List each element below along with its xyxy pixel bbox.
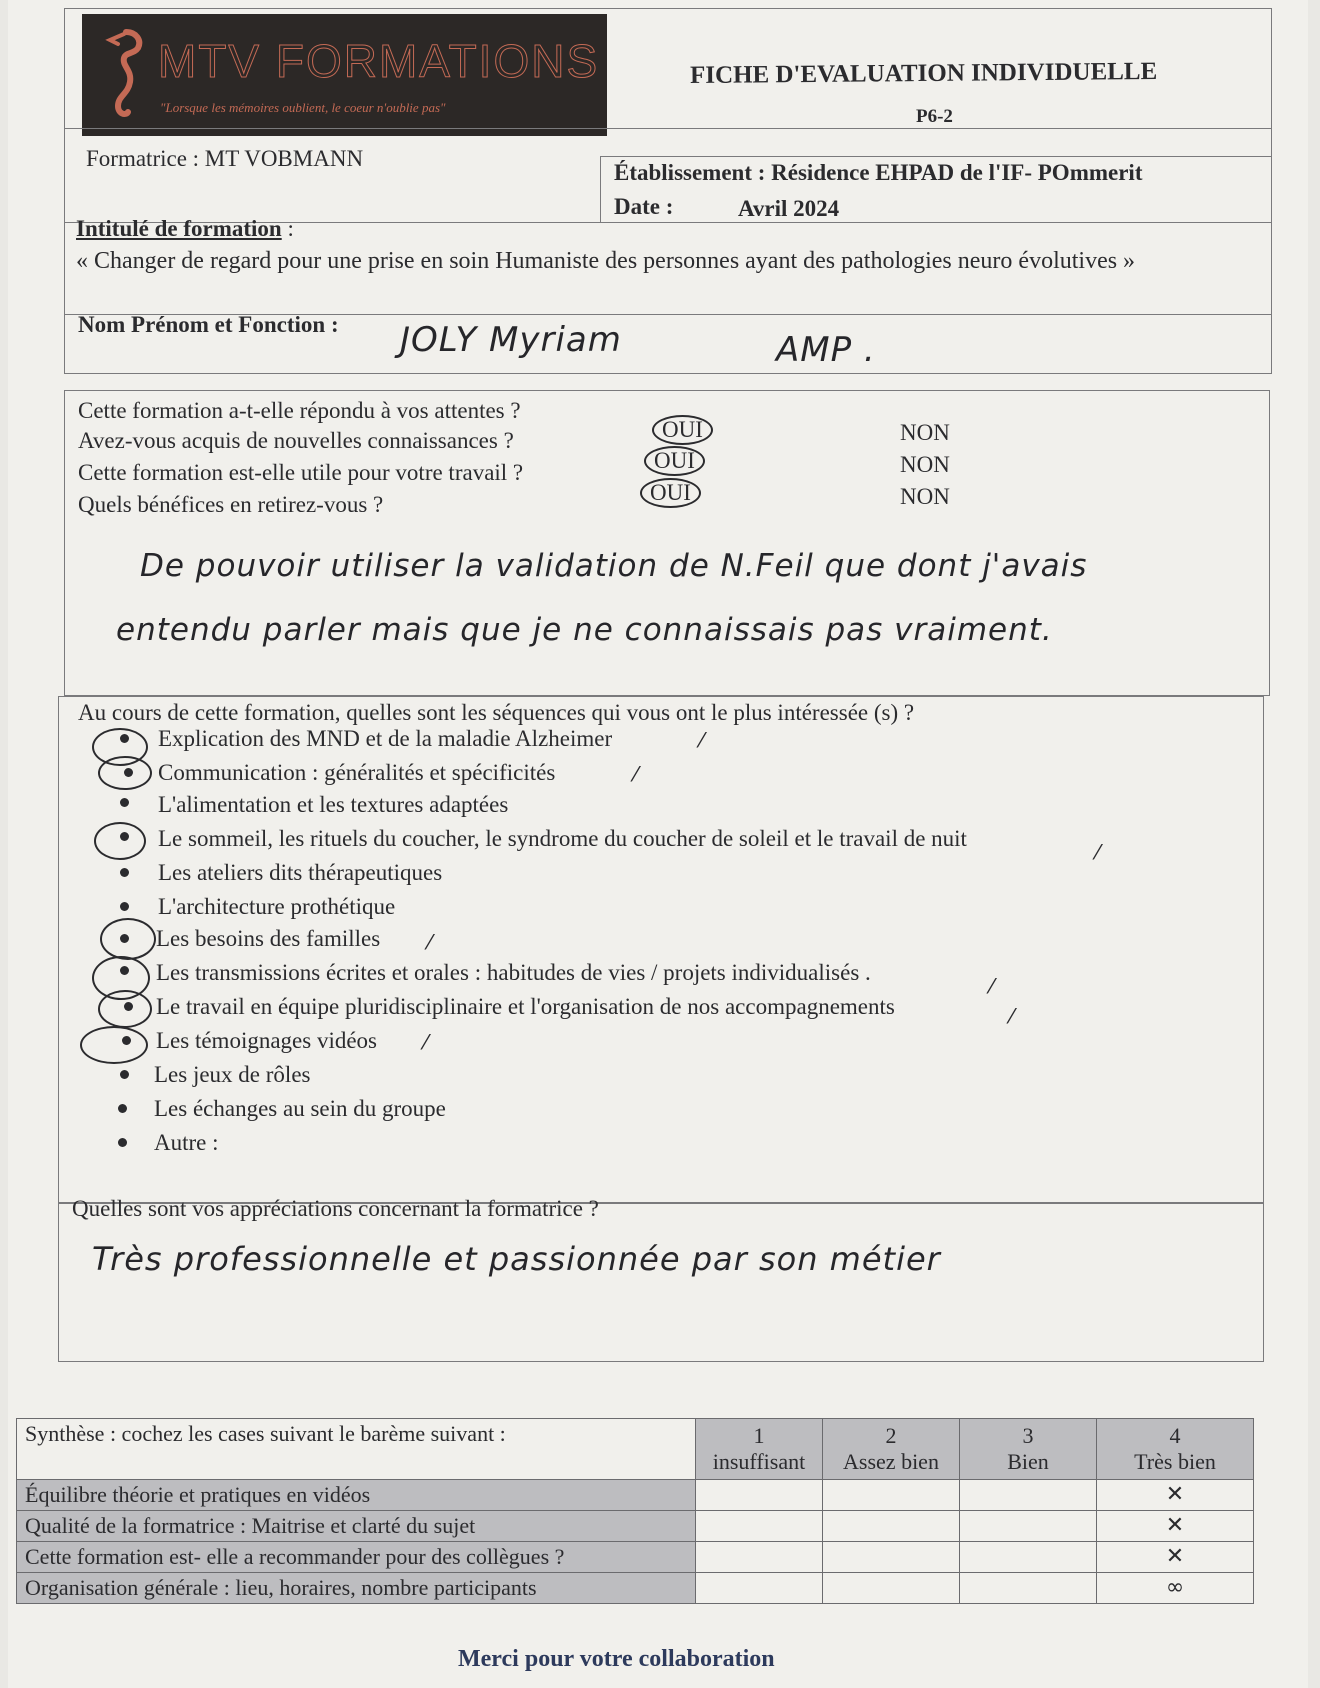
rating-cell[interactable] [696,1542,823,1573]
thanks-footer: Merci pour votre collaboration [458,1646,775,1672]
trainer-feedback-answer: Très professionnelle et passionnée par son métier [92,1240,941,1278]
date-label: Date : [614,194,674,219]
person-name: JOLY Myriam [400,320,622,360]
rating-cell[interactable] [823,1573,960,1604]
synthesis-header: Synthèse : cochez les cases suivant le barème suivant : [17,1419,696,1480]
rating-cell[interactable] [960,1511,1097,1542]
rating-cell[interactable] [960,1573,1097,1604]
answer-no[interactable]: NON [900,420,950,445]
scale-col-4: 4 Très bien [1097,1419,1254,1480]
selection-ring [80,1026,148,1064]
list-bullet [122,1036,131,1045]
benefits-answer-line1: De pouvoir utiliser la validation de N.Feil que dont j'avais [140,548,1088,584]
check-mark-icon: ⁄ [990,974,994,998]
criterion-label: Qualité de la formatrice : Maitrise et clarté du sujet [17,1511,696,1542]
form-code: P6-2 [916,106,953,127]
rating-cell[interactable] [823,1480,960,1511]
scale-col-3: 3 Bien [960,1419,1097,1480]
logo-title: MTV FORMATIONS [158,35,600,87]
criterion-label: Organisation générale : lieu, horaires, nombre participants [17,1573,696,1604]
table-header-row [17,1419,1254,1480]
divider [64,128,1272,129]
vertical-divider [600,156,601,222]
answer-no[interactable]: NON [900,484,950,509]
benefits-question: Quels bénéfices en retirez-vous ? [78,492,384,517]
rating-cell-checked[interactable]: ✕ [1097,1480,1254,1511]
trainer-name: Formatrice : MT VOBMANN [86,146,364,171]
list-bullet [120,966,129,975]
selection-ring [94,822,146,860]
mtv-logo [82,14,607,136]
sequences-question: Au cours de cette formation, quelles sont les séquences qui vous ont le plus intéressée (s) ? [78,700,915,725]
sequence-item[interactable]: Les échanges au sein du groupe [154,1096,446,1121]
table-row [17,1511,1254,1542]
rating-cell-checked[interactable]: ∞ [1097,1573,1254,1604]
rating-cell[interactable] [960,1542,1097,1573]
rating-cell[interactable] [823,1511,960,1542]
sequence-item[interactable]: Les ateliers dits thérapeutiques [158,860,443,885]
criterion-label: Cette formation est- elle a recommander pour des collègues ? [17,1542,696,1573]
question-usefulness: Cette formation est-elle utile pour votre travail ? [78,460,524,485]
sequence-item[interactable]: Communication : généralités et spécificités [158,760,556,785]
answer-yes-circled[interactable]: OUI [644,446,705,476]
sequence-item[interactable]: Les besoins des familles [156,926,381,951]
list-bullet [120,734,129,743]
answer-yes-circled[interactable]: OUI [652,415,713,445]
synthesis-table [16,1418,1254,1604]
scale-col-1: 1 insuffisant [696,1419,823,1480]
table-row [17,1573,1254,1604]
list-bullet [124,768,133,777]
check-mark-icon: ⁄ [634,762,638,786]
divider [600,156,1272,157]
check-mark-icon: ⁄ [1010,1004,1014,1028]
sequence-item[interactable]: Le travail en équipe pluridisciplinaire et l'organisation de nos accompagnements [156,994,895,1019]
question-knowledge: Avez-vous acquis de nouvelles connaissances ? [78,428,514,453]
list-bullet [120,832,129,841]
list-bullet [120,902,129,911]
list-bullet [118,1104,127,1113]
answer-no[interactable]: NON [900,452,950,477]
rating-cell[interactable] [696,1480,823,1511]
table-row [17,1542,1254,1573]
list-bullet [120,868,129,877]
check-mark-icon: ⁄ [1096,840,1100,864]
rating-cell-checked[interactable]: ✕ [1097,1542,1254,1573]
seahorse-logo-icon [96,26,146,122]
scale-col-2: 2 Assez bien [823,1419,960,1480]
sequence-item[interactable]: Autre : [154,1130,219,1155]
check-mark-icon: ⁄ [700,728,704,752]
training-label: Intitulé de formation : [76,216,294,241]
answer-yes-circled[interactable]: OUI [640,478,701,508]
sequence-item[interactable]: Les jeux de rôles [154,1062,311,1087]
sequence-item[interactable]: Les témoignages vidéos [156,1028,378,1053]
list-bullet [120,798,129,807]
list-bullet [120,934,129,943]
trainer-feedback-box [58,1202,1264,1362]
rating-cell[interactable] [960,1480,1097,1511]
person-label: Nom Prénom et Fonction : [78,312,339,337]
benefits-answer-line2: entendu parler mais que je ne connaissais pas vraiment. [116,612,1053,648]
rating-cell-checked[interactable]: ✕ [1097,1511,1254,1542]
form-title: FICHE D'EVALUATION INDIVIDUELLE [689,57,1158,90]
check-mark-icon: ⁄ [424,1030,428,1054]
rating-cell[interactable] [823,1542,960,1573]
sequence-item[interactable]: Explication des MND et de la maladie Alzheimer [158,726,613,751]
list-bullet [120,1070,129,1079]
criterion-label: Équilibre théorie et pratiques en vidéos [17,1480,696,1511]
sequence-item[interactable]: Les transmissions écrites et orales : habitudes de vies / projets individualisés . [156,960,871,985]
establishment: Établissement : Résidence EHPAD de l'IF- POmmerit [614,160,1143,185]
trainer-feedback-question: Quelles sont vos appréciations concernant la formatrice ? [72,1196,599,1221]
sequence-item[interactable]: Le sommeil, les rituels du coucher, le syndrome du coucher de soleil et le travail de nuit [158,826,967,851]
rating-cell[interactable] [696,1573,823,1604]
list-bullet [124,1002,133,1011]
question-expectations: Cette formation a-t-elle répondu à vos attentes ? [78,398,521,423]
date-value: Avril 2024 [738,196,840,221]
list-bullet [118,1138,127,1147]
table-row [17,1480,1254,1511]
sequence-item[interactable]: L'alimentation et les textures adaptées [158,792,509,817]
training-title: « Changer de regard pour une prise en soin Humaniste des personnes ayant des pathologies neuro évolutives » [76,248,1136,274]
sequence-item[interactable]: L'architecture prothétique [158,894,396,919]
rating-cell[interactable] [696,1511,823,1542]
logo-tagline: "Lorsque les mémoires oublient, le coeur n'oublie pas" [160,100,446,115]
person-function: AMP . [776,330,876,370]
check-mark-icon: ⁄ [428,930,432,954]
